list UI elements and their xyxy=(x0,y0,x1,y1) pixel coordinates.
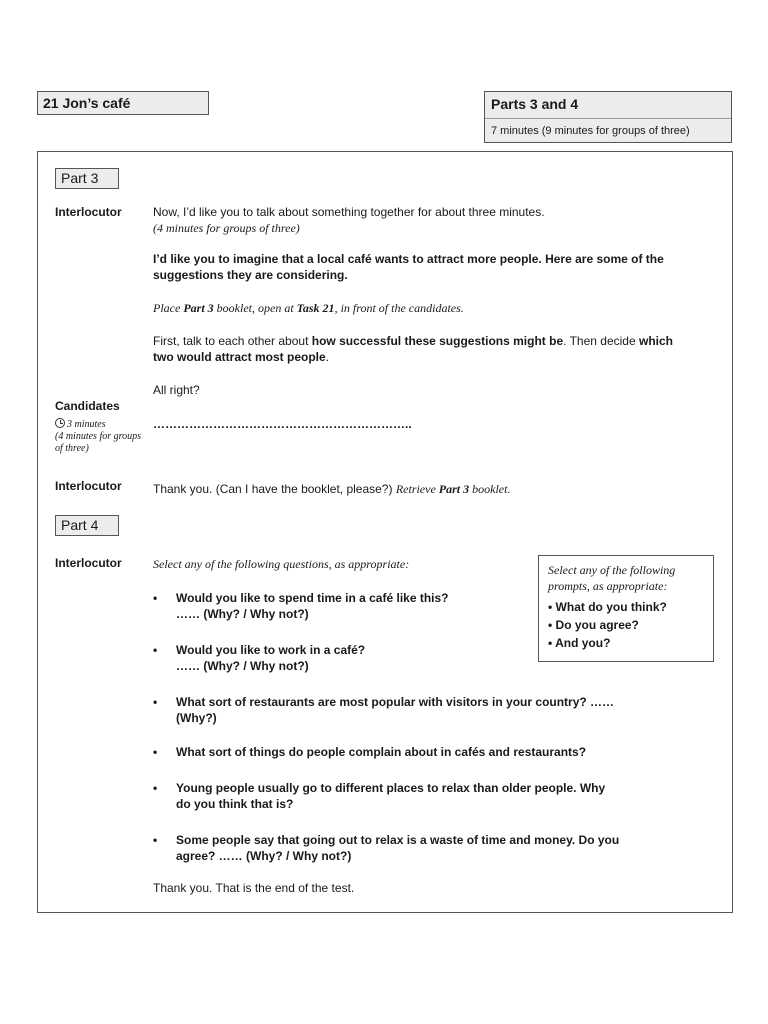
question-followup: …… (Why? / Why not?) xyxy=(176,607,309,621)
place-prefix: Place xyxy=(153,301,184,315)
candidates-time: 3 minutes xyxy=(67,419,106,430)
bullet: • xyxy=(153,781,158,795)
prompt-item: • What do you think? xyxy=(548,600,667,614)
dots-line: ……………………………………………………….. xyxy=(153,417,412,431)
first-b: how successful these suggestions might be xyxy=(311,334,564,348)
place-suffix: , in front of the candidates. xyxy=(334,301,464,315)
bullet: • xyxy=(153,745,158,759)
parts-box xyxy=(484,91,732,143)
intro-text: Now, I’d like you to talk about something together for about three minutes. xyxy=(153,205,545,219)
first-a: First, talk to each other about xyxy=(153,334,312,348)
bullet: • xyxy=(153,643,158,657)
question-text: Would you like to work in a café? xyxy=(176,643,366,657)
place-mid: booklet, open at xyxy=(213,301,297,315)
end-line: Thank you. That is the end of the test. xyxy=(153,881,355,895)
interlocutor-label: Interlocutor xyxy=(55,205,122,219)
prompt-item: • Do you agree? xyxy=(548,618,639,632)
imagine-text: I’d like you to imagine that a local café wants to attract more people. Here are some of the suggestions they are considering. xyxy=(153,252,664,282)
parts-time: 7 minutes (9 minutes for groups of three) xyxy=(491,125,690,137)
parts-title: Parts 3 and 4 xyxy=(491,96,579,112)
retrieve-note: Retrieve Part 3 booklet. xyxy=(395,482,511,496)
thanks-text: Thank you. (Can I have the booklet, please?) xyxy=(153,482,396,496)
first-e: . xyxy=(325,350,330,364)
candidates-label: Candidates xyxy=(55,399,120,413)
prompts-box xyxy=(538,555,714,662)
place-part: Part 3 xyxy=(183,301,214,315)
question-text: Young people usually go to different places to relax than older people. Why xyxy=(176,781,606,795)
question-text: What sort of restaurants are most popular with visitors in your country? …… xyxy=(176,695,615,709)
candidates-note-text: (4 minutes for groups of three) xyxy=(55,431,142,454)
question-followup: (Why?) xyxy=(176,711,217,725)
question-text: Would you like to spend time in a café like this? xyxy=(176,591,449,605)
bullet: • xyxy=(153,833,158,847)
all-right: All right? xyxy=(153,383,200,397)
interlocutor-label-2: Interlocutor xyxy=(55,479,122,493)
question-text: Some people say that going out to relax is a waste of time and money. Do you xyxy=(176,833,620,847)
first-instruction xyxy=(153,333,688,365)
candidates-note xyxy=(55,418,145,455)
part3-label: Part 3 xyxy=(55,168,119,189)
part4-label: Part 4 xyxy=(55,515,119,536)
bullet: • xyxy=(153,695,158,709)
clock-icon xyxy=(55,418,65,428)
question-followup: do you think that is? xyxy=(176,797,294,811)
select-note: Select any of the following questions, as appropriate: xyxy=(153,557,410,571)
prompts-head-2: prompts, as appropriate: xyxy=(548,579,668,593)
thanks-line xyxy=(153,481,693,497)
interlocutor-label-3: Interlocutor xyxy=(55,556,122,570)
question-text: What sort of things do people complain about in cafés and restaurants? xyxy=(176,745,587,759)
part3-intro xyxy=(153,204,693,236)
task-title: 21 Jon’s café xyxy=(37,91,209,115)
bullet: • xyxy=(153,591,158,605)
prompts-head-1: Select any of the following xyxy=(548,563,676,577)
question-followup: …… (Why? / Why not?) xyxy=(176,659,309,673)
question-followup: agree? …… (Why? / Why not?) xyxy=(176,849,352,863)
first-c: . Then decide xyxy=(563,334,639,348)
first-d: which two would attract most people xyxy=(153,334,673,364)
divider xyxy=(485,118,731,119)
intro-note: (4 minutes for groups of three) xyxy=(153,221,300,235)
prompt-item: • And you? xyxy=(548,636,611,650)
place-instruction xyxy=(153,300,693,316)
place-task: Task 21 xyxy=(296,301,335,315)
